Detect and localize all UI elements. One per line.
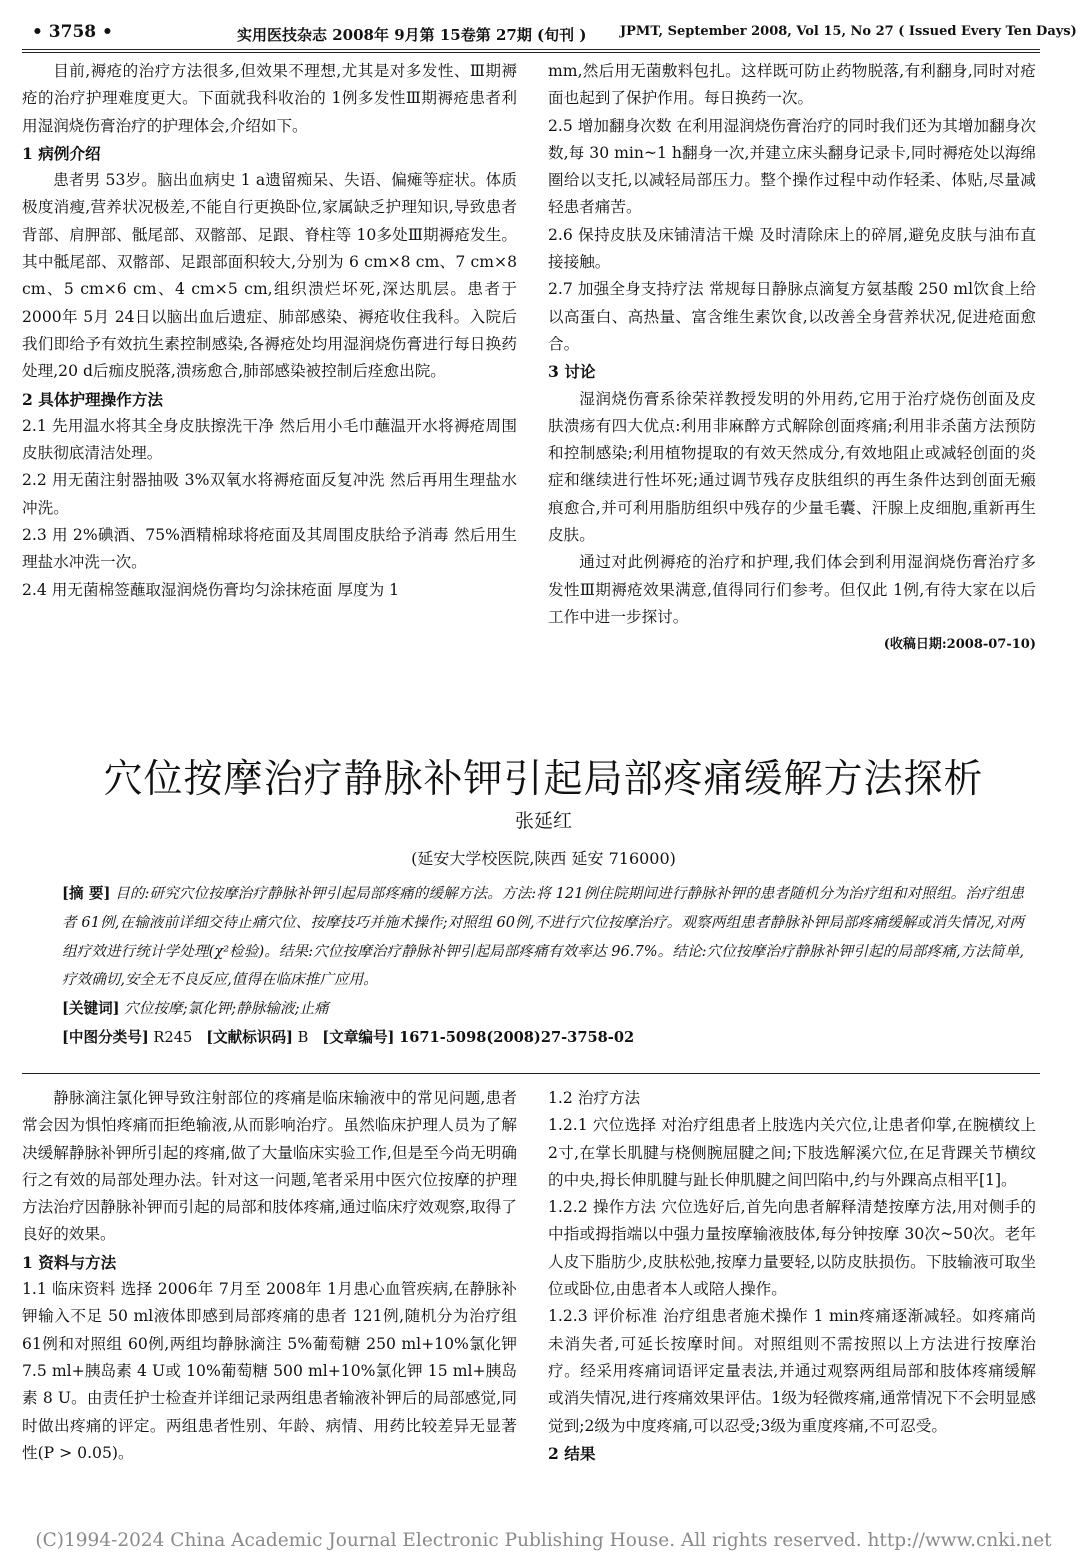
body-paragraph: 1.2.2 操作方法 穴位选好后,首先向患者解释清楚按摩方法,用对侧手的中指或拇指端以中强力量按摩输液肢体,每分钟按摩 30次~50次。老年人皮下脂肪少,皮肤松弛,按摩力量要轻,以防皮肤损伤。下肢输液可取坐位或卧位,由患者本人或陪人操作。 bbox=[548, 1198, 1036, 1299]
body-paragraph: 1.2.3 评价标准 治疗组患者施术操作 1 min疼痛逐渐减轻。如疼痛尚未消失者,可延长按摩时间。对照组则不需按照以上方法进行按摩治疗。经采用疼痛词语评定量表法,并通过观察两组局部和肢体疼痛缓解或消失情况,进行疼痛效果评估。1级为轻微疼痛,通常情况下不会明显感觉到;2级为中度疼痛,可以忍受;3级为重度疼痛,不可忍受。 bbox=[548, 1307, 1036, 1435]
classification-line bbox=[62, 1024, 1024, 1053]
article-right-column bbox=[548, 1085, 1036, 1467]
journal-citation-cn: 实用医技杂志 2008年 9月第 15卷第 27期 (旬刊 ) bbox=[237, 26, 587, 44]
body-paragraph: 患者男 53岁。脑出血病史 1 a遗留痴呆、失语、偏瘫等症状。体质极度消瘦,营养状况极差,不能自行更换卧位,家属缺乏护理知识,导致患者背部、肩胛部、骶尾部、双髂部、足跟、脊柱等 10多处Ⅲ期褥疮发生。其中骶尾部、双髂部、足跟部面积较大,分别为 6 cm×8 cm、7 cm×8 cm、5 cm×6 cm、4 cm×5 cm,组织溃烂坏死,深达肌层。患者于 2000年 5月 24日以脑出血后遗症、肺部感染、褥疮收住我科。入院后我们即给予有效抗生素控制感染,各褥疮处均用湿润烧伤膏进行每日换药处理,20 d后痂皮脱落,溃疡愈合,肺部感染被控制后痊愈出院。 bbox=[22, 171, 517, 381]
copyright-footer: (C)1994-2024 China Academic Journal Electronic Publishing House. All rights reserved. http://www.cnki.net bbox=[35, 1530, 1052, 1551]
keywords-text: 穴位按摩;氯化钾;静脉输液;止痛 bbox=[124, 1000, 329, 1018]
section-heading: 2 结果 bbox=[548, 1443, 596, 1463]
body-paragraph: 2.5 增加翻身次数 在利用湿润烧伤膏治疗的同时我们还为其增加翻身次数,每 30 min~1 h翻身一次,并建立床头翻身记录卡,同时褥疮处以海绵圈给以支托,以减轻局部压力。整个操作过程中动作轻柔、体贴,尽量减轻患者痛苦。 bbox=[548, 116, 1036, 217]
body-paragraph: 2.2 用无菌注射器抽吸 3%双氧水将褥疮面反复冲洗 然后再用生理盐水冲洗。 bbox=[22, 471, 517, 517]
header-rule-thick bbox=[22, 49, 1040, 50]
running-header bbox=[22, 22, 1077, 48]
clc-label: [中图分类号] bbox=[62, 1028, 149, 1046]
body-paragraph: 湿润烧伤膏系徐荣祥教授发明的外用药,它用于治疗烧伤创面及皮肤溃疡有四大优点:利用非麻醉方式解除创面疼痛;利用非杀菌方法预防和控制感染;利用植物提取的有效天然成分,有效地阻止或减轻创面的炎症和继续进行性坏死;通过调节残存皮肤组织的再生条件达到创面无瘢痕愈合,并可利用脂肪组织中残存的少量毛囊、汗腺上皮细胞,重新再生皮肤。 bbox=[548, 389, 1036, 545]
body-paragraph: 静脉滴注氯化钾导致注射部位的疼痛是临床输液中的常见问题,患者常会因为惧怕疼痛而拒绝输液,从而影响治疗。虽然临床护理人员为了解决缓解静脉补钾所引起的疼痛,做了大量临床实验工作,但是至今尚无明确行之有效的局部处理办法。针对这一问题,笔者采用中医穴位按摩的护理方法治疗因静脉补钾而引起的局部和肢体疼痛,通过临床疗效观察,取得了良好的效果。 bbox=[22, 1089, 517, 1244]
prev-article-left-column bbox=[22, 58, 517, 604]
clc-code: R245 bbox=[153, 1028, 193, 1046]
body-paragraph: 2.1 先用温水将其全身皮肤擦洗干净 然后用小毛巾蘸温开水将褥疮周围皮肤彻底清洁处理。 bbox=[22, 416, 517, 463]
journal-citation-en: JPMT, September 2008, Vol 15, No 27 ( Issued Every Ten Days) bbox=[620, 24, 1077, 39]
section-heading: 1 病例介绍 bbox=[22, 143, 101, 163]
keywords-label: [关键词] bbox=[62, 1000, 120, 1018]
article-number-label: [文章编号] bbox=[322, 1028, 395, 1046]
article-author: 张延红 bbox=[514, 810, 572, 832]
doc-code-label: [文献标识码] bbox=[206, 1028, 293, 1046]
body-paragraph: 1.1 临床资料 选择 2006年 7月至 2008年 1月患心血管疾病,在静脉补钾输入不足 50 ml液体即感到局部疼痛的患者 121例,随机分为治疗组 61例和对照组 60例,两组均静脉滴注 5%葡萄糖 250 ml+10%氯化钾 7.5 ml+胰岛素 4 U或 10%葡萄糖 500 ml+10%氯化钾 15 ml+胰岛素 8 U。由责任护士检查并详细记录两组患者输液补钾后的局部感觉,同时做出疼痛的评定。两组患者性别、年龄、病情、用药比较差异无显著性(P > 0.05)。 bbox=[22, 1280, 517, 1462]
article-number: 1671-5098(2008)27-3758-02 bbox=[399, 1028, 635, 1046]
abstract-text: 目的:研究穴位按摩治疗静脉补钾引起局部疼痛的缓解方法。方法:将 121例住院期间进行静脉补钾的患者随机分为治疗组和对照组。治疗组患者 61例,在输液前详细交待止痛穴位、按摩技巧并施术操作;对照组 60例,不进行穴位按摩治疗。观察两组患者静脉补钾局部疼痛缓解或消失情况,对两组疗效进行统计学处理(χ²检验)。结果:穴位按摩治疗静脉补钾引起局部疼痛有效率达 96.7%。结论:穴位按摩治疗静脉补钾引起的局部疼痛,方法简单,疗效确切,安全无不良反应,值得在临床推广应用。 bbox=[62, 885, 1024, 989]
body-paragraph: mm,然后用无菌敷料包扎。这样既可防止药物脱落,有利翻身,同时对疮面也起到了保护作用。每日换药一次。 bbox=[548, 62, 1036, 108]
abstract-label: [摘 要] bbox=[62, 885, 111, 902]
body-paragraph: 通过对此例褥疮的治疗和护理,我们体会到利用湿润烧伤膏治疗多发性Ⅲ期褥疮效果满意,值得同行们参考。但仅此 1例,有待大家在以后工作中进一步探讨。 bbox=[548, 553, 1036, 626]
body-paragraph: 2.4 用无菌棉签蘸取湿润烧伤膏均匀涂抹疮面 厚度为 1 bbox=[22, 580, 400, 599]
page-number: • 3758 • bbox=[32, 22, 113, 42]
section-heading: 1 资料与方法 bbox=[22, 1252, 117, 1272]
article-title: 穴位按摩治疗静脉补钾引起局部疼痛缓解方法探析 bbox=[103, 757, 984, 802]
abstract-block bbox=[62, 880, 1024, 1053]
body-paragraph: 1.2 治疗方法 bbox=[548, 1089, 641, 1107]
article-affiliation: (延安大学校医院,陕西 延安 716000) bbox=[411, 849, 676, 868]
body-paragraph: 2.7 加强全身支持疗法 常规每日静脉点滴复方氨基酸 250 ml饮食上给以高蛋白、高热量、富含维生素饮食,以改善全身营养状况,促进疮面愈合。 bbox=[548, 280, 1036, 353]
abstract-divider bbox=[22, 1073, 1040, 1074]
body-paragraph: 目前,褥疮的治疗方法很多,但效果不理想,尤其是对多发性、Ⅲ期褥疮的治疗护理难度更大。下面就我科收治的 1例多发性Ⅲ期褥疮患者利用湿润烧伤膏治疗的护理体会,介绍如下。 bbox=[22, 62, 517, 135]
article-left-column bbox=[22, 1085, 517, 1467]
body-paragraph: 2.3 用 2%碘酒、75%酒精棉球将疮面及其周围皮肤给予消毒 然后用生理盐水冲洗一次。 bbox=[22, 526, 517, 572]
abstract-paragraph bbox=[62, 880, 1024, 995]
keywords-line bbox=[62, 995, 1024, 1024]
header-rule-thin bbox=[22, 52, 1040, 53]
body-paragraph: 2.6 保持皮肤及床铺清洁干燥 及时清除床上的碎屑,避免皮肤与油布直接接触。 bbox=[548, 225, 1036, 272]
prev-article-right-column bbox=[548, 58, 1036, 659]
body-paragraph: (收稿日期:2008-07-10) bbox=[883, 637, 1036, 653]
doc-code: B bbox=[297, 1028, 309, 1046]
section-heading: 2 具体护理操作方法 bbox=[22, 389, 164, 409]
section-heading: 3 讨论 bbox=[548, 362, 596, 382]
body-paragraph: 1.2.1 穴位选择 对治疗组患者上肢选内关穴位,让患者仰掌,在腕横纹上 2寸,在掌长肌腱与桡侧腕屈腱之间;下肢选解溪穴位,在足背踝关节横纹的中央,拇长伸肌腱与趾长伸肌腱之间凹陷中,约与外踝高点相平[1]。 bbox=[548, 1116, 1036, 1189]
